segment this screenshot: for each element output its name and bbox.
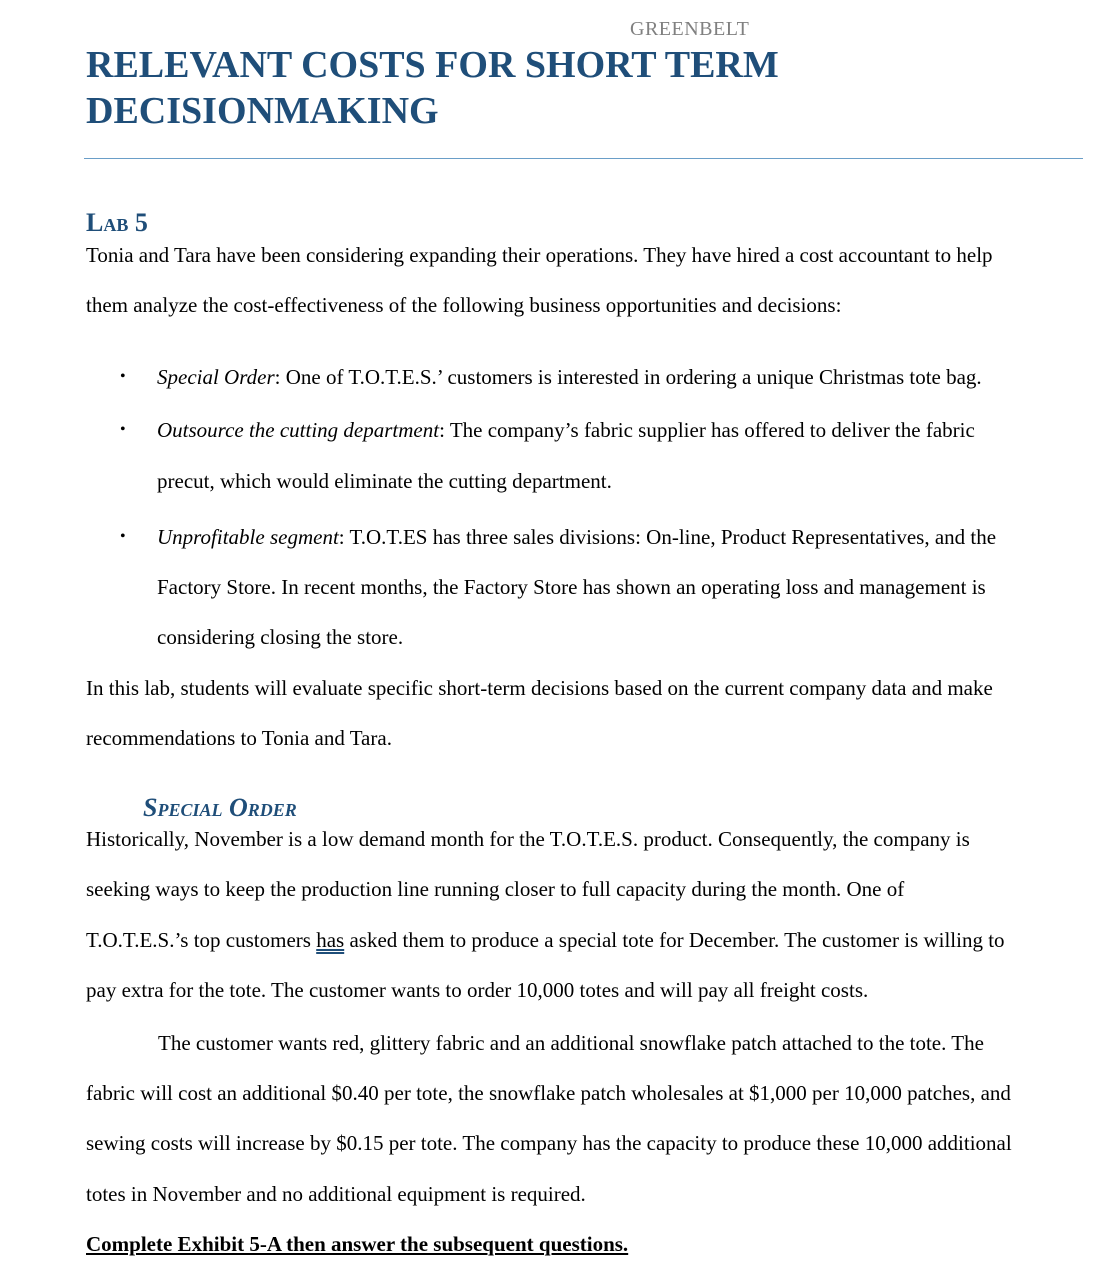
header-tag: GREENBELT xyxy=(630,18,750,40)
title-divider xyxy=(84,158,1083,159)
bullet-marker: • xyxy=(120,368,126,385)
lab-heading: Lab 5 xyxy=(86,208,148,237)
summary-line-2: recommendations to Tonia and Tara. xyxy=(86,726,392,750)
bullet-text: One of T.O.T.E.S.’ customers is interested in ordering a unique Christmas tote bag. xyxy=(285,365,982,389)
special-order-p1-line-4: pay extra for the tote. The customer wants to order 10,000 totes and will pay all freight costs. xyxy=(86,978,869,1002)
bullet-label: Unprofitable segment xyxy=(157,525,339,549)
bullet-text-continued: precut, which would eliminate the cutting department. xyxy=(157,469,612,493)
section-heading-special-order: Special Order xyxy=(143,793,297,822)
special-order-p1-line-3 xyxy=(86,928,1005,953)
text-segment: T.O.T.E.S.’s top customers xyxy=(86,928,317,952)
bullet-label: Outsource the cutting department xyxy=(157,418,440,442)
bullet-marker: • xyxy=(120,421,126,438)
bullet-text: The company’s fabric supplier has offered to deliver the fabric xyxy=(449,418,975,442)
bullet-item-outsource: Outsource the cutting department: The company’s fabric supplier has offered to deliver the fabric xyxy=(157,418,975,442)
lab-intro-line-1: Tonia and Tara have been considering expanding their operations. They have hired a cost accountant to help xyxy=(86,243,993,267)
bullet-item-unprofitable-segment: Unprofitable segment: T.O.T.ES has three sales divisions: On-line, Product Representatives, and the xyxy=(157,525,997,549)
page-title-line-1: RELEVANT COSTS FOR SHORT TERM xyxy=(86,44,779,86)
bullet-label: Special Order xyxy=(157,365,275,389)
bullet-item-special-order: Special Order: One of T.O.T.E.S.’ customers is interested in ordering a unique Christmas tote bag. xyxy=(157,365,982,389)
special-order-p1-line-2: seeking ways to keep the production line running closer to full capacity during the month. One of xyxy=(86,877,905,901)
text-segment: asked them to produce a special tote for December. The customer is willing to xyxy=(344,928,1005,952)
special-order-p1-line-1: Historically, November is a low demand month for the T.O.T.E.S. product. Consequently, the company is xyxy=(86,827,970,851)
special-order-p2-line-3: sewing costs will increase by $0.15 per tote. The company has the capacity to produce these 10,000 additional xyxy=(86,1131,1012,1155)
grammar-flagged-word: has xyxy=(316,928,345,952)
bullet-text: T.O.T.ES has three sales divisions: On-line, Product Representatives, and the xyxy=(349,525,997,549)
special-order-p2-line-2: fabric will cost an additional $0.40 per tote, the snowflake patch wholesales at $1,000 per 10,000 patches, and xyxy=(86,1081,1011,1105)
special-order-p2-line-4: totes in November and no additional equipment is required. xyxy=(86,1182,586,1206)
page-title-line-2: DECISIONMAKING xyxy=(86,90,439,132)
exhibit-instruction: Complete Exhibit 5-A then answer the subsequent questions. xyxy=(86,1232,629,1256)
bullet-text-continued: Factory Store. In recent months, the Factory Store has shown an operating loss and management is xyxy=(157,575,986,599)
lab-intro-line-2: them analyze the cost-effectiveness of the following business opportunities and decisions: xyxy=(86,293,842,317)
bullet-marker: • xyxy=(120,528,126,545)
bullet-text-continued: considering closing the store. xyxy=(157,625,404,649)
page-title xyxy=(86,42,986,134)
special-order-p2-line-1: The customer wants red, glittery fabric and an additional snowflake patch attached to the tote. The xyxy=(158,1031,984,1055)
summary-line-1: In this lab, students will evaluate specific short-term decisions based on the current company data and make xyxy=(86,676,993,700)
